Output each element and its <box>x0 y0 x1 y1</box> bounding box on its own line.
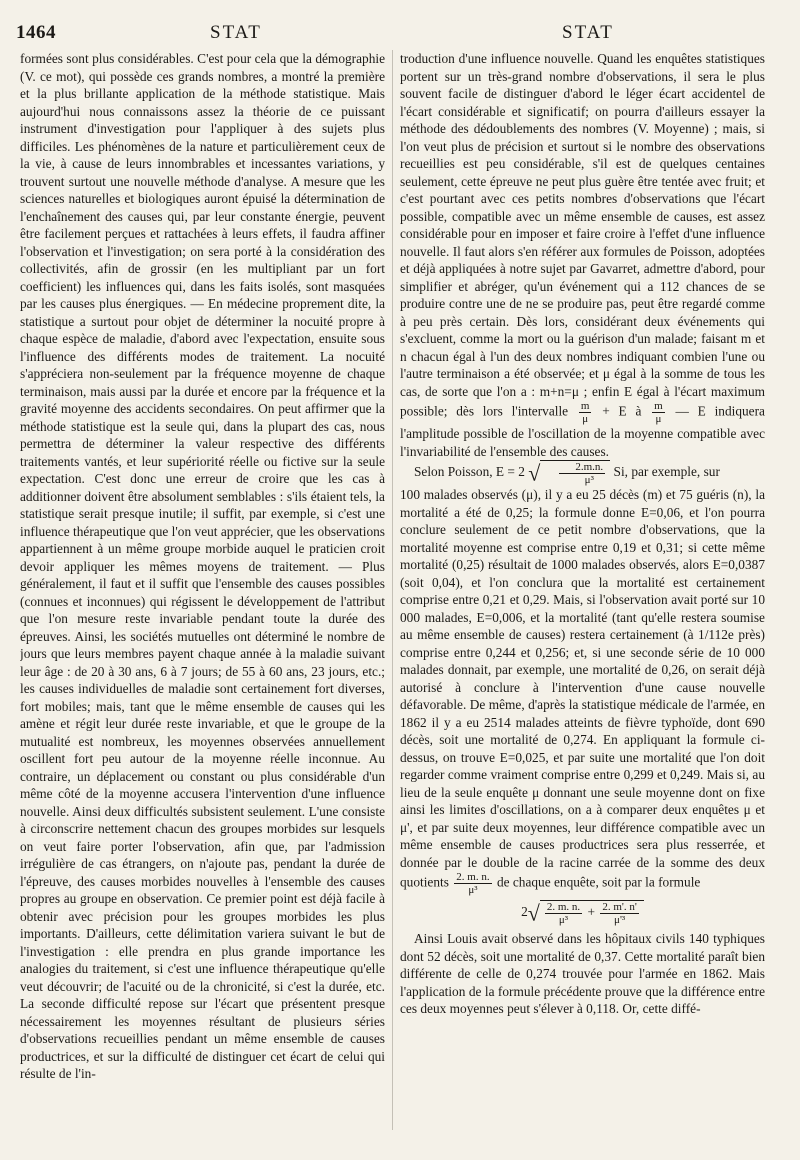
fraction-m-over-mu: $\frac{m}{\mu}$ <box>580 400 590 425</box>
poisson-fraction: $\frac{2.m.n.}{\text{μ³}}$ <box>559 461 605 486</box>
page-number: 1464 <box>16 22 56 43</box>
poisson-formula-line: Selon Poisson, E = 2 √ $\frac{2.m.n.}{\text{μ³}}$ Si, par exemple, sur <box>414 460 720 486</box>
column-divider <box>392 50 393 1130</box>
left-column <box>20 50 385 1150</box>
quotient-fraction: $\frac{2. m. n.}{\text{μ³}}$ <box>456 871 490 896</box>
running-title-right: STAT <box>562 22 614 43</box>
right-column-text-1: troduction d'une influence nouvelle. Quand les enquêtes statistiques portent sur un très-grand nombre d'observations, il sera le plus souvent facile de distinguer d'abord le léger écart accidentel de l'écart considérable et significatif; on pourra d'ailleurs essayer la méthode des dédoublements des nombres (V. Moyenne) ; mais, si l'on veut plus de précision et surtout si le nombre des observations recueillies est peu considérable, s'il est de quelques centaines seulement, cette épreuve ne peut plus guère être tentée avec fruit; et c'est pourtant avec ces petits nombres d'observations que l'écart possible, compatible avec un même ensemble de causes, est assez considérable pour en imposer et faire croire à l'effet d'une influence nouvelle. Il faut alors s'en référer aux formules de Poisson, adoptées et déjà appliquées à notre sujet par Gavarret, admettre d'abord, pour simplifier et abréger, qu'un événement qui a 112 chances de se produire contre une de ne se produire pas, peut être regardé comme à peu près certain. Dès lors, considérant deux événements qui s'excluent, comme la mort ou la guérison d'un malade; faisant m et n chacun égal à l'un des deux nombres indiquant combien l'une ou l'autre terminaison a été observée; et μ égal à la somme de tous les cas, de sorte que l'on a : m+n=μ ; enfin E égal à l'écart maximum possible; dès lors l'intervalle $\frac{m}{\mu}$ + E à $\frac{m}{\mu}$ — E indiquera l'amplitude possible de l'oscillation de la moyenne compatible avec l'invariabilité de l'ensemble des causes. <box>400 51 765 459</box>
right-column-text-2: 100 malades observés (μ), il y a eu 25 décès (m) et 75 guéris (n), la mortalité a été de 0,25; la formule donne E=0,06, et l'on pourra conclure seulement de ce petit nombre d'observations, que la mortalité moyenne est comprise entre 0,19 et 0,31; si cette même mortalité (0,25) résultait de 1000 malades observés, alors E=0,0387 (soit 0,04), et l'on conclura que la mortalité est certainement comprise entre 0,21 et 0,29. Mais, si l'observation avait porté sur 10 000 malades, E=0,006, et la mortalité (tant qu'elle restera soumise au même ensemble de causes) restera certainement (à 1/112e près) comprise entre 0,244 et 0,256; et, si une seconde série de 10 000 malades donnait, par exemple, une mortalité de 0,26, on serait déjà autorisé à conclure à l'intervention d'une cause nouvelle défavorable. De même, d'après la statistique médicale de l'armée, en 1862 il y a eu 2514 malades atteints de fièvre typhoïde, dont 690 décès, soit une mortalité de 0,274. En appliquant la formule ci-dessus, on trouve E=0,025, et par suite une mortalité que l'on doit regarder comme vraiment comprise entre 0,299 et 0,249. Mais si, au lieu de la seule enquête μ donnant une seule moyenne dont on fixe ainsi les limites d'oscillations, on a à comparer deux enquêtes μ et μ', et par suite deux moyennes, leur différence compatible avec un même ensemble de causes productrices sera plus resserrée, et donnée par le double de la racine carrée de la somme des deux quotients $\frac{2. m. n.}{\text{μ³}}$ de chaque enquête, soit par la formule <box>400 487 765 896</box>
right-column <box>400 50 765 1150</box>
running-title-left: STAT <box>210 22 262 43</box>
running-header <box>10 22 790 46</box>
fraction-m-over-mu-2: $\frac{m}{\mu}$ <box>654 400 663 425</box>
right-column-text-3: Ainsi Louis avait observé dans les hôpitaux civils 140 typhiques dont 52 décès, soit une mortalité de 0,37. Cette mortalité paraît bien différente de celle de 0,274 trouvée pour l'armée en 1862. Mais l'application de la formule précédente prouve que la différence entre ces deux moyennes peut s'élever à 0,118. Or, cette diffé- <box>400 931 765 1016</box>
left-column-text: formées sont plus considérables. C'est pour cela que la démographie (V. ce mot), qui possède ces grands nombres, a montré la première et la plus brillante application de la méthode statistique. Mais aujourd'hui nous connaissons assez la théorie de ce puissant instrument d'investigation pour l'appliquer à des sujets plus difficiles. Les phénomènes de la nature et particulièrement ceux de la vie, à cause de leurs innombrables et incessantes variations, y trouvent surtout une nouvelle méthode d'analyse. A mesure que les sciences naturelles et biologiques auront épuisé la détermination de l'enchaînement des causes qui, par leur constante énergie, peuvent être facilement perçues et rattachées à leurs effets, il faudra affiner l'observation et l'investigation; on sera porté à la considération des collectivités, afin de grossir (en les multipliant par un fort coefficient) les influences qui, dans les faits isolés, sont masquées par les causes plus énergiques. — En médecine proprement dite, la statistique a surtout pour objet de déterminer la nocuité propre à chaque espèce de maladie, d'abord avec l'expectation, ensuite sous l'influence des différents modes de traitement. La nocuité s'appréciera non-seulement par la fréquence moyenne de chaque terminaison, mais aussi par la durée et encore par la fréquence et la gravité moyenne des accidents secondaires. On peut affirmer que la méthode statistique est la seule qui, dans la plupart des cas, nous permettra de déterminer la valeur respective des différents traitements vantés, et leur supériorité réelle ou fictive sur la seule expectation. C'est donc une erreur de croire que les cas à additionner doivent être absolument semblables : s'ils étaient tels, la statistique serait presque inutile; il suffit, par exemple, si c'est une influence thérapeutique que l'on veut apprécier, que les observations appartiennent à un même groupe morbide auquel le praticien croit devoir appliquer les mêmes moyens de traitement. — Plus généralement, il faut et il suffit que l'ensemble des causes possibles (connues et inconnues) qui régissent le développement de l'attribut que l'on mesure reste invariable pendant toute la durée des épreuves. Ainsi, les sociétés mutuelles ont déterminé le nombre de jours que leurs membres payent chaque année à la maladie suivant leur âge : de 20 à 30 ans, 6 à 7 jours; de 55 à 60 ans, 23 jours, etc.; les causes individuelles de maladie sont certainement fort diverses, fort mobiles; mais, tant que le même ensemble de causes qui les amène et régit leur durée reste invariable, et que le groupe de la mutualité est nombreux, les moyennes observées annuellement oscillent fort peu autour de la moyenne réelle inconnue. Au contraire, un déplacement ou constant ou plus considérable d'un même côté de la moyenne accusera l'intervention d'une influence nouvelle. Ainsi deux difficultés subsistent seulement. L'une consiste à circonscrire nettement chacun des groupes morbides sur lesquels on veut faire porter l'observation, afin que, par l'admission irrégulière de cas étrangers, on n'ajoute pas, pendant la durée de l'épreuve, des causes morbides nouvelles à l'ensemble des causes propres au groupe en observation. Ce premier point est déjà facile à obtenir avec précision pour les groupes morbides les plus importants. D'ailleurs, cette délimitation variera suivant le but de l'investigation : elle prendra en plus grande importance les analogies du traitement, si c'est une influence thérapeutique qu'elle veut découvrir; de l'acuité ou de la chronicité, si c'est la durée, etc. La seconde difficulté repose sur l'écart que présentent presque nécessairement les moyennes résultant de plusieurs séries d'observations recueillies pendant un même ensemble de causes productrices, et sur la difficulté de distinguer cet écart de celui qui résulte de l'in- <box>20 51 385 1081</box>
difference-formula: 2√ $\frac{2. m. n.}{\text{μ³}}$ + $\frac{2. m'. n'}{\text{μ'³}}$ <box>400 900 765 926</box>
